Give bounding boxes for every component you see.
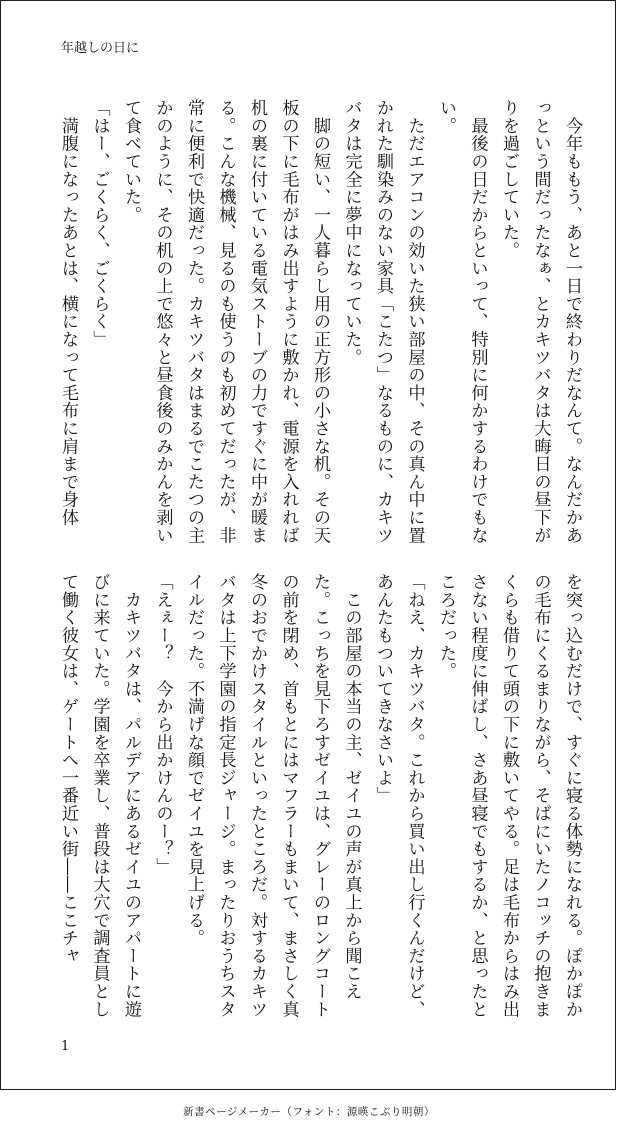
footer-credit: 新書ページメーカー（フォント：源暎こぶり明朝）	[183, 1106, 435, 1118]
paragraph: 今年ももう、あと一日で終わりだなんて。なんだかあっという間だったなぁ、とカキツバタは大晦日の昼下がりを過ごしていた。	[499, 99, 582, 544]
text-column-upper	[57, 99, 587, 549]
paragraph: 最後の日だからといって、特別に何かするわけでもない。	[436, 99, 488, 544]
page-header-title: 年越しの日に	[61, 41, 140, 56]
paragraph: 満腹になったあとは、横になって毛布に肩まで身体	[58, 99, 78, 527]
text-column-lower	[57, 573, 587, 1023]
page-number: 1	[61, 1039, 70, 1054]
paragraph: 「はー、ごくらく、ごくらく」	[89, 99, 110, 349]
paragraph: 「ねえ、カキツバタ。これから買い出し行くんだけど、あんたもついてきなさいよ」	[373, 573, 425, 1018]
paragraph: この部屋の本当の主、ゼイユの声が真上から聞こえた。こっちを見下ろすゼイユは、グレーのロングコートの前を閉め、首もとにはマフラーもまいて、まさしく真冬のおでかけスタイルといったところだ。対するカキツバタは上下学園の指定長ジャージ。まったりおうちスタイルだった。不満げな顔でゼイユを見上げる。	[184, 573, 362, 1018]
paragraph: 脚の短い、一人暮らし用の正方形の小さな机。その天板の下に毛布がはみ出すように敷かれ、電源を入れれば机の裏に付いている電気ストーブの力ですぐに中が暖まる。こんな機械、見るのも使うのも初めてだったが、非常に便利で快適だった。カキツバタはまるでこたつの主かのように、その机の上で悠々と昼食後のみかんを剥いて食べていた。	[121, 99, 330, 544]
paragraph: カキツバタは、パルデアにあるゼイユのアパートに遊びに来ていた。学園を卒業し、普段は大穴で調査員として働く彼女は、ゲートへ一番近い街――ここチャ	[58, 573, 141, 1018]
paragraph: 「えぇー？ 今から出かけんのー？」	[152, 573, 173, 876]
paragraph: を突っ込むだけで、すぐに寝る体勢になれる。ぽかぽかの毛布にくるまりながら、そばにいたノコッチの抱きまくらも借りて頭の下に敷いてやる。足は毛布からはみ出さない程度に伸ばし、さあ昼寝でもするか、と思ったところだった。	[436, 573, 582, 1018]
paragraph: ただエアコンの効いた狭い部屋の中、その真ん中に置かれた馴染みのない家具「こたつ」なるものに、カキツバタは完全に夢中になっていた。	[341, 99, 425, 544]
